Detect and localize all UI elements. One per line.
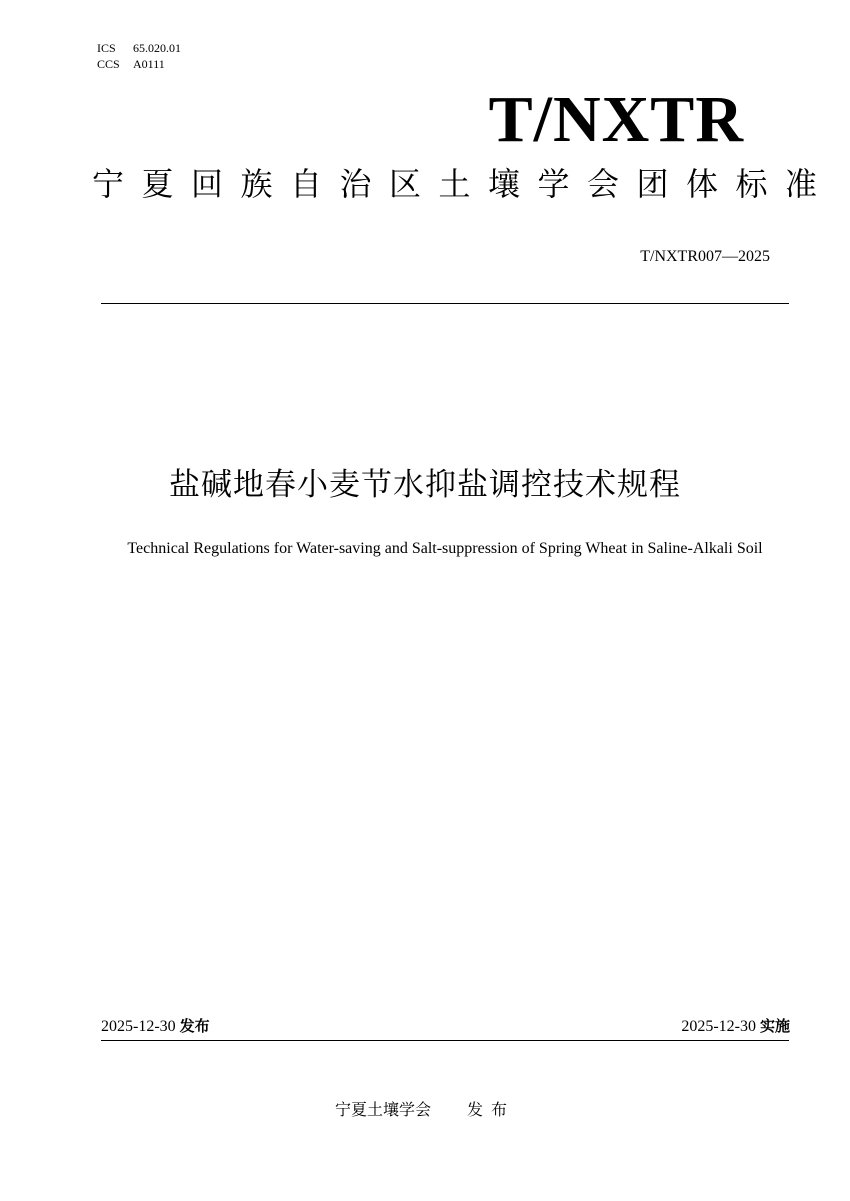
top-divider bbox=[101, 303, 789, 304]
ics-code-row bbox=[97, 41, 181, 55]
document-title-english: Technical Regulations for Water-saving and Salt-suppression of Spring Wheat in Saline-Alkali Soil bbox=[127, 540, 763, 557]
bottom-divider bbox=[101, 1040, 789, 1041]
document-title-chinese: 盐碱地春小麦节水抑盐调控技术规程 bbox=[169, 467, 681, 503]
ics-label: ICS bbox=[97, 41, 116, 55]
ics-value: 65.020.01 bbox=[133, 41, 181, 55]
effective-date-value: 2025-12-30 bbox=[681, 1018, 756, 1035]
publisher-action: 发布 bbox=[467, 1100, 516, 1119]
release-date-value: 2025-12-30 bbox=[101, 1018, 176, 1035]
publisher-line bbox=[0, 1099, 850, 1121]
publisher-name: 宁夏土壤学会 bbox=[334, 1100, 431, 1119]
release-date bbox=[101, 1016, 210, 1037]
effective-date-label: 实施 bbox=[759, 1017, 790, 1035]
effective-date bbox=[681, 1016, 790, 1037]
organization-title: 宁夏回族自治区土壤学会团体标准 bbox=[92, 165, 835, 203]
release-date-label: 发布 bbox=[179, 1017, 210, 1035]
ccs-label: CCS bbox=[97, 57, 120, 71]
standard-number: T/NXTR007—2025 bbox=[640, 248, 770, 265]
ccs-value: A0111 bbox=[133, 57, 165, 71]
standard-brand-mark: T/NXTR bbox=[488, 83, 744, 156]
ccs-code-row bbox=[97, 57, 165, 71]
